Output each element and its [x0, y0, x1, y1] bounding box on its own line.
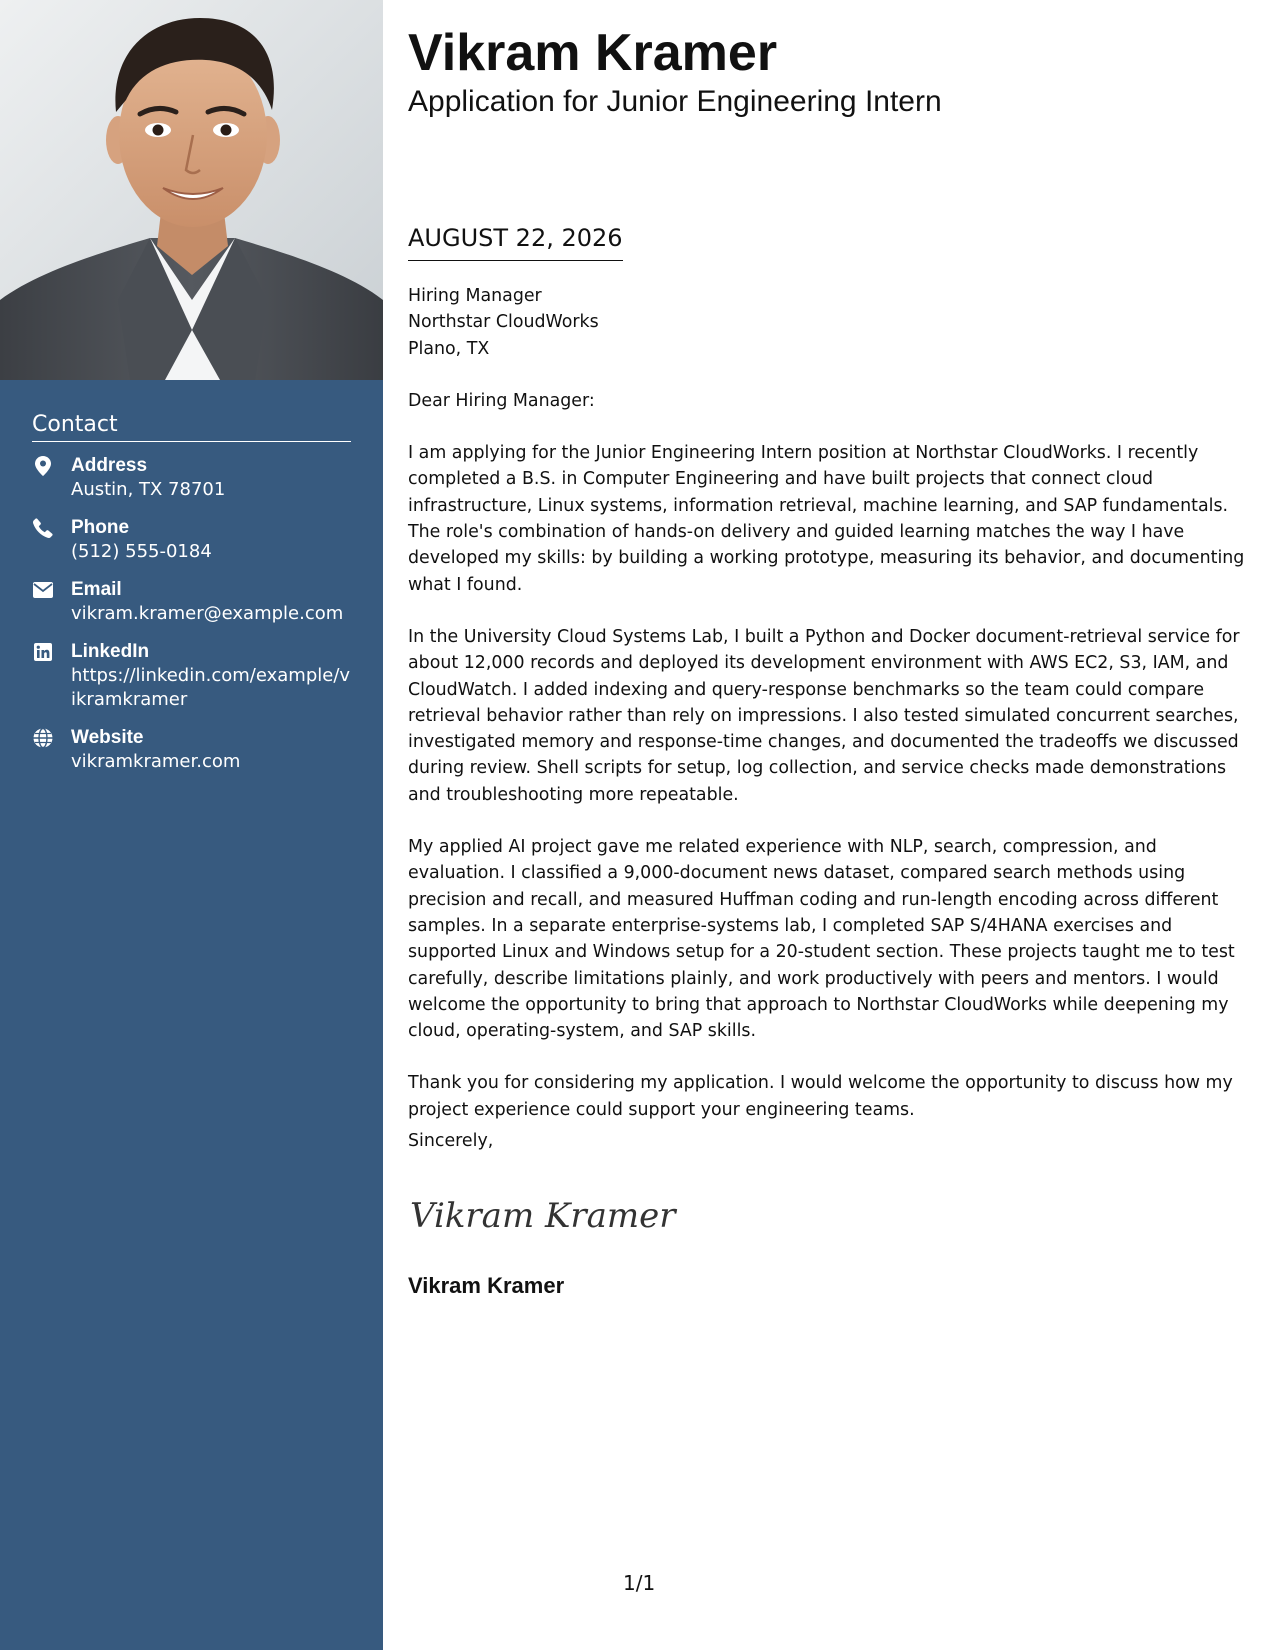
- signature-text: Vikram Kramer: [410, 1196, 676, 1236]
- phone-icon: [32, 517, 54, 539]
- contact-website: [32, 726, 351, 774]
- paragraph-2: In the University Cloud Systems Lab, I built a Python and Docker document-retrieval service for about 12,000 records and deployed its development environment with AWS EC2, S3, IAM, and CloudWatch. I added indexing and query-response benchmarks so the team could compare retrieval behavior rather than rely on impressions. I also tested simulated concurrent searches, investigated memory and response-time changes, and documented the tradeoffs we discussed during review. Shell scripts for setup, log collection, and service checks made demonstrations and troubleshooting more repeatable.: [408, 626, 1240, 805]
- contact-email: [32, 578, 351, 626]
- sidebar: [0, 0, 383, 1650]
- phone-label: Phone: [71, 517, 130, 538]
- website-value[interactable]: vikramkramer.com: [71, 751, 241, 772]
- envelope-icon: [32, 579, 54, 601]
- salutation: Dear Hiring Manager:: [408, 390, 595, 411]
- address-value: Austin, TX 78701: [71, 479, 226, 500]
- recipient-title: Hiring Manager: [408, 286, 542, 306]
- email-label: Email: [71, 579, 122, 600]
- linkedin-value[interactable]: https://linkedin.com/example/vikramkramer: [71, 665, 351, 710]
- address-label: Address: [71, 455, 148, 476]
- linkedin-label: LinkedIn: [71, 641, 150, 662]
- profile-photo-illustration: [0, 0, 383, 380]
- map-pin-icon: [32, 455, 54, 477]
- recipient-location: Plano, TX: [408, 338, 490, 359]
- linkedin-icon: [32, 641, 54, 663]
- letter-body: [408, 283, 1253, 1123]
- contact-linkedin: [32, 640, 351, 712]
- profile-photo: [0, 0, 383, 380]
- email-value[interactable]: vikram.kramer@example.com: [71, 603, 344, 624]
- paragraph-4: Thank you for considering my application. I would welcome the opportunity to discuss how my project experience could support your engineering teams.: [408, 1073, 1233, 1120]
- contact-phone: [32, 516, 351, 564]
- signed-name: Vikram Kramer: [408, 1273, 565, 1298]
- phone-value: (512) 555-0184: [71, 541, 212, 562]
- closing: Sincerely,: [408, 1131, 494, 1151]
- applicant-name: Vikram Kramer: [408, 24, 778, 82]
- contact-heading: Contact: [32, 412, 351, 442]
- handwritten-signature: [408, 1185, 688, 1245]
- recipient-company: Northstar CloudWorks: [408, 312, 599, 333]
- globe-icon: [32, 727, 54, 749]
- recipient-block: [408, 283, 1253, 362]
- paragraph-1: I am applying for the Junior Engineering Intern position at Northstar CloudWorks. I recently completed a B.S. in Computer Engineering and have built projects that connect cloud infrastructure, Linux systems, information retrieval, machine learning, and SAP fundamentals. The role's combination of hands-on delivery and guided learning matches the way I have developed my skills: by building a working prototype, measuring its behavior, and documenting what I found.: [408, 443, 1245, 595]
- contact-section: [32, 412, 351, 788]
- website-label: Website: [71, 727, 144, 748]
- paragraph-3: My applied AI project gave me related experience with NLP, search, compression, and evaluation. I classified a 9,000-document news dataset, compared search methods using precision and recall, and measured Huffman coding and run-length encoding across different samples. In a separate enterprise-systems lab, I completed SAP S/4HANA exercises and supported Linux and Windows setup for a 20-student section. These projects taught me to test carefully, describe limitations plainly, and work productively with peers and mentors. I would welcome the opportunity to bring that approach to Northstar CloudWorks while deepening my cloud, operating-system, and SAP skills.: [408, 837, 1235, 1042]
- application-subtitle: Application for Junior Engineering Intern: [408, 85, 942, 118]
- contact-address: [32, 454, 351, 502]
- page-number: 1/1: [623, 1571, 656, 1595]
- letter-date: AUGUST 22, 2026: [408, 222, 623, 261]
